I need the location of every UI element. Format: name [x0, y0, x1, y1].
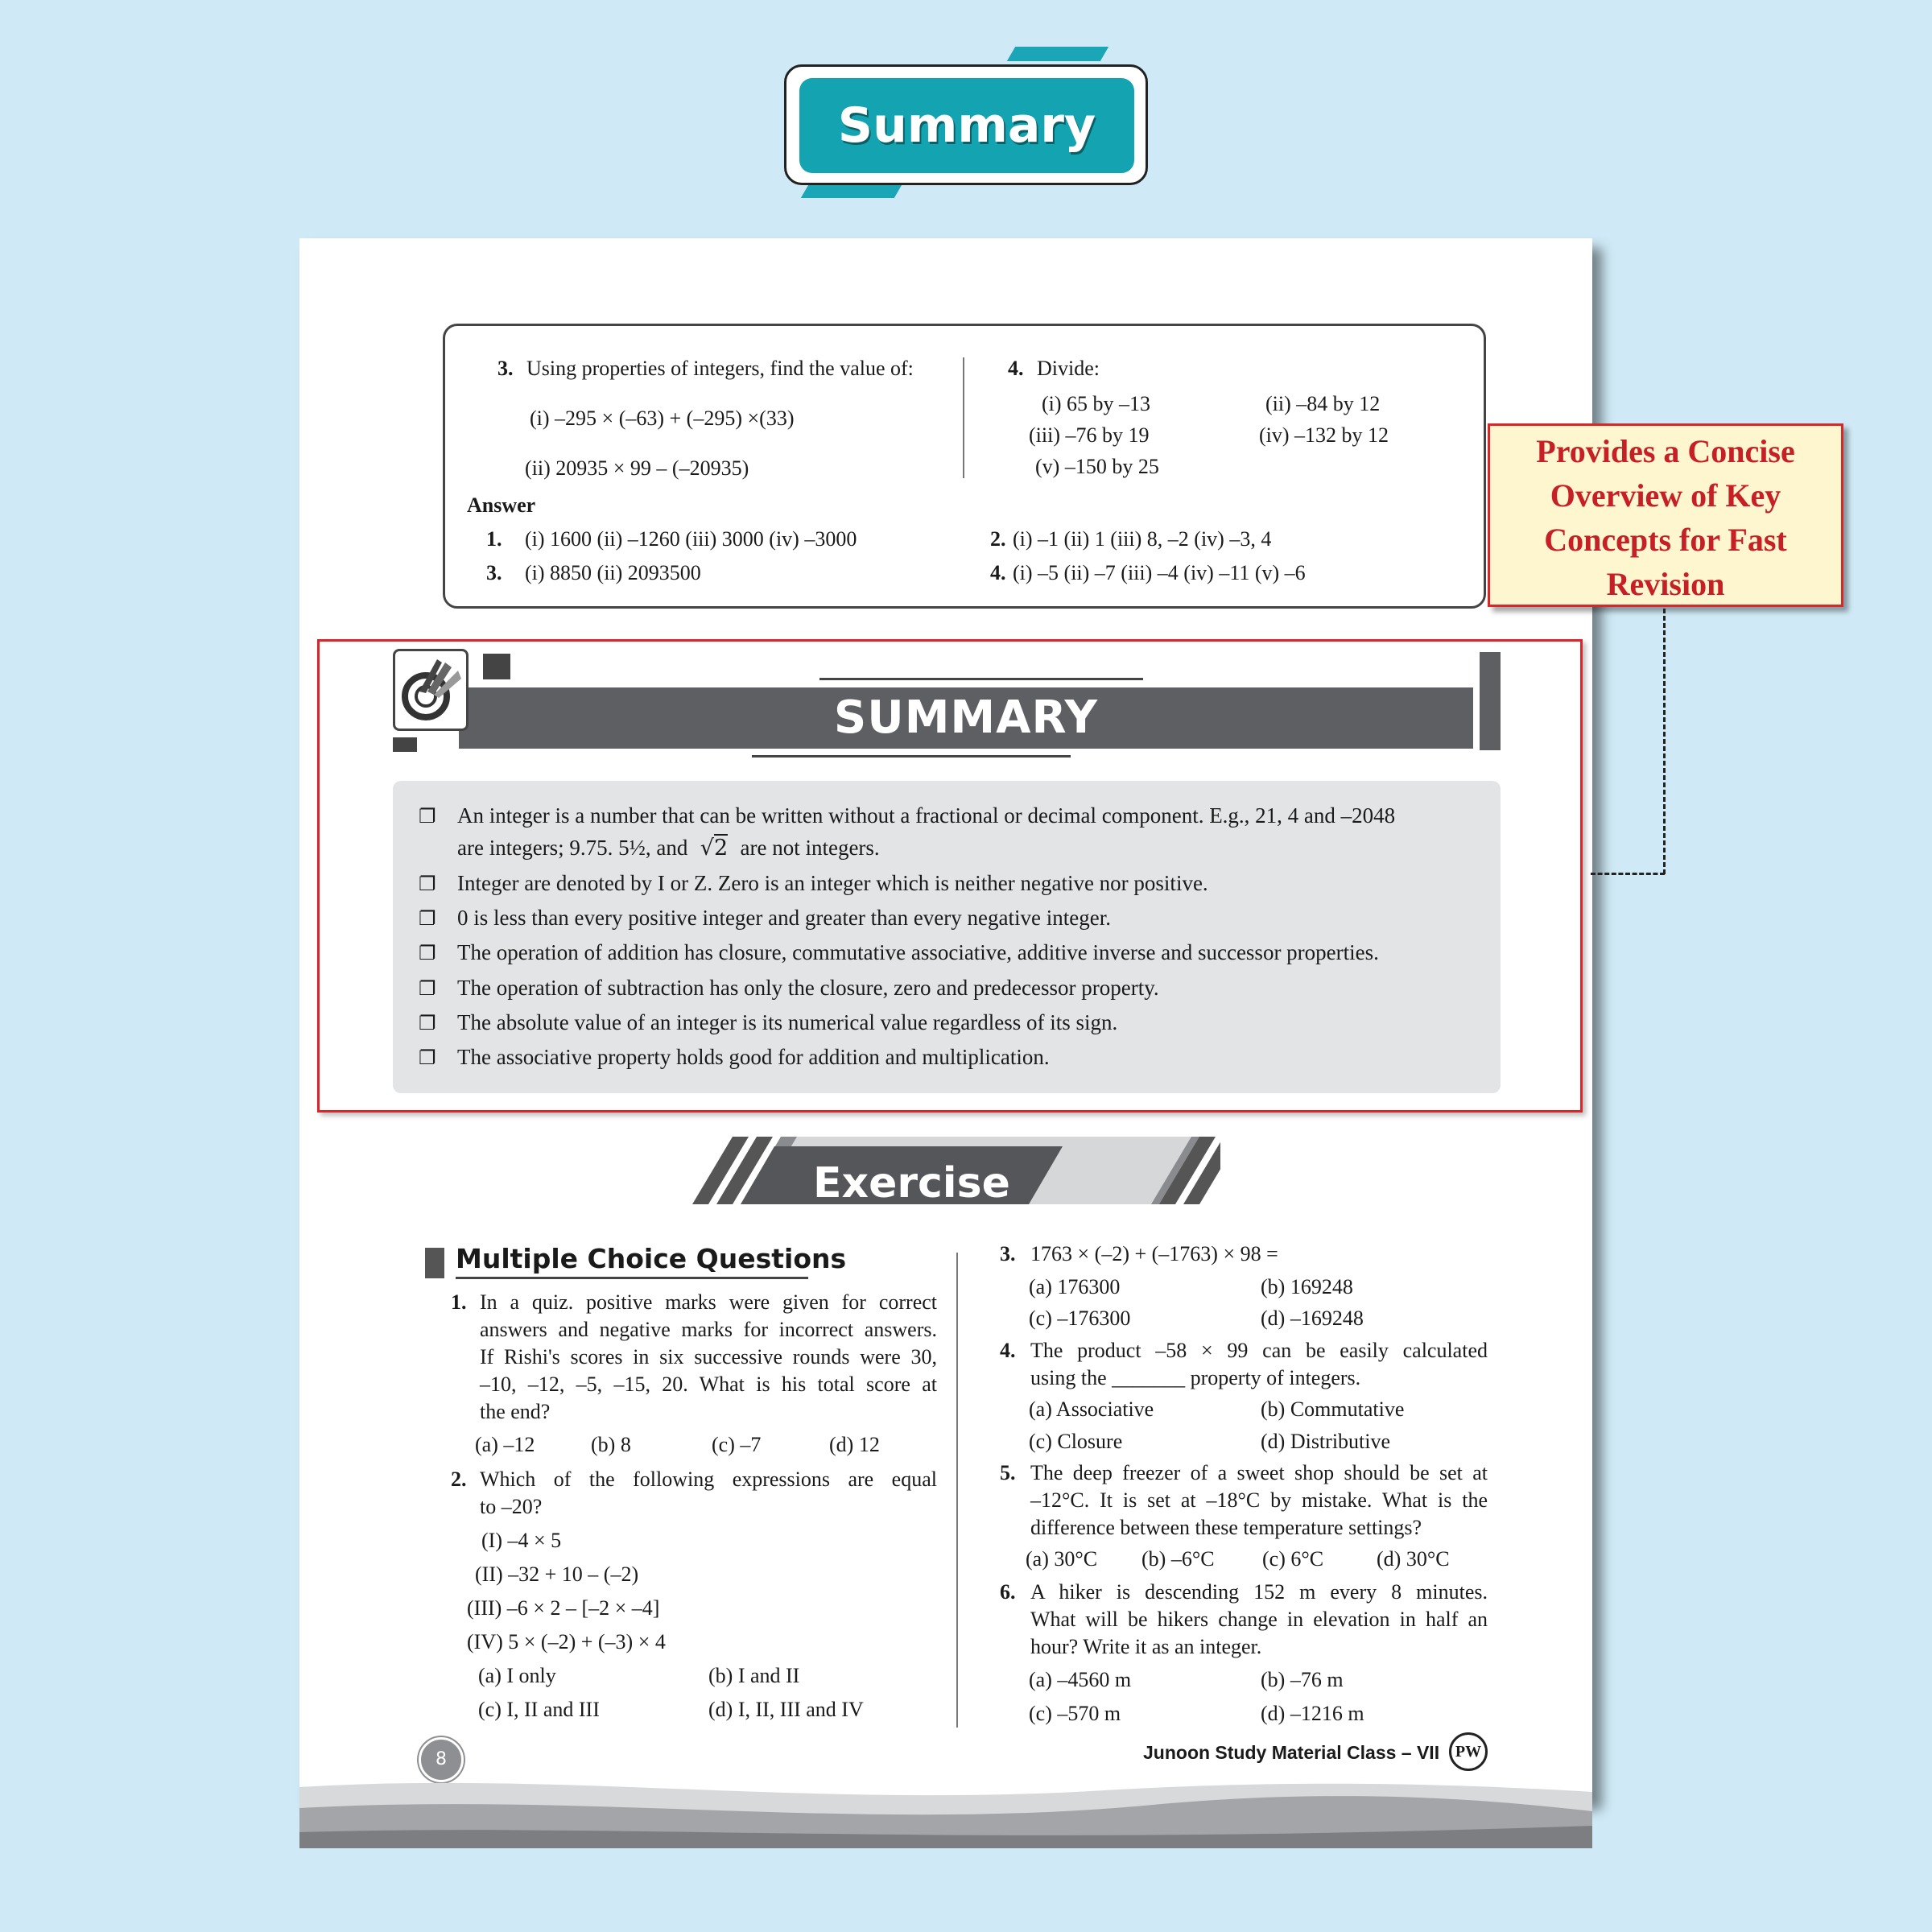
summary-item: ❐ An integer is a number that can be written without a fractional or decimal component. E.g., 21, 4 and –2048: [419, 803, 1396, 828]
checkbox-icon: ❐: [419, 1046, 436, 1069]
q3-line: 1763 × (–2) + (–1763) × 98 =: [1030, 1242, 1278, 1265]
q5-number: 5.: [1000, 1461, 1016, 1484]
callout-box: [1488, 423, 1843, 607]
badge-frame: [784, 64, 1148, 185]
q4-part-3: (iii) –76 by 19: [1029, 423, 1150, 447]
q1-line: the end?: [480, 1400, 551, 1423]
q3-option-b: (b) 169248: [1261, 1275, 1353, 1298]
callout-line-3: Concepts for Fast: [1544, 522, 1787, 558]
q4-option-b: (b) Commutative: [1261, 1397, 1405, 1421]
q1-line: If Rishi's scores in six successive rounds were 30,: [480, 1345, 937, 1368]
q4-text: Divide:: [1037, 357, 1100, 380]
q2-option-b: (b) I and II: [708, 1664, 800, 1687]
q2-number: 2.: [451, 1468, 467, 1491]
q6-option-d: (d) –1216 m: [1261, 1702, 1364, 1725]
badge-label: Summary: [799, 78, 1134, 173]
q3-option-d: (d) –169248: [1261, 1307, 1364, 1330]
checkbox-icon: ❐: [419, 873, 436, 895]
summary-item: ❐ 0 is less than every positive integer and greater than every negative integer.: [419, 906, 1111, 930]
q4-part-5: (v) –150 by 25: [1035, 455, 1159, 478]
q4-line: The product –58 × 99 can be easily calculated: [1030, 1339, 1488, 1362]
callout-line-4: Revision: [1606, 566, 1725, 602]
answer-2: (i) –1 (ii) 1 (iii) 8, –2 (iv) –3, 4: [1013, 527, 1272, 551]
q2-option-c: (c) I, II and III: [478, 1698, 600, 1721]
q4-part-1: (i) 65 by –13: [1042, 392, 1151, 415]
q2-option-d: (d) I, II, III and IV: [708, 1698, 864, 1721]
summary-title: SUMMARY: [833, 691, 1099, 744]
checkbox-icon: ❐: [419, 907, 436, 930]
page-number: 8: [419, 1737, 464, 1782]
q1-option-c: (c) –7: [712, 1433, 762, 1456]
q6-line: What will be hikers change in elevation in half an: [1030, 1608, 1488, 1631]
q3-number: 3.: [1000, 1242, 1016, 1265]
q6-number: 6.: [1000, 1580, 1016, 1604]
callout-line-2: Overview of Key: [1550, 477, 1781, 514]
q5-line: The deep freezer of a sweet shop should be set at: [1030, 1461, 1488, 1484]
checkbox-icon: ❐: [419, 977, 436, 1000]
callout-connector-horizontal: [1591, 873, 1665, 875]
summary-item-part: are not integers.: [740, 836, 880, 860]
q5-option-b: (b) –6°C: [1141, 1547, 1215, 1571]
q1-line: In a quiz. positive marks were given for correct: [480, 1290, 937, 1314]
summary-item: ❐ Integer are denoted by I or Z. Zero is an integer which is neither negative nor positive.: [419, 871, 1208, 895]
q2-expression: (IV) 5 × (–2) + (–3) × 4: [467, 1630, 666, 1653]
q5-option-a: (a) 30°C: [1026, 1547, 1098, 1571]
footer-title: Junoon Study Material Class – VII: [1143, 1742, 1440, 1763]
q3-part-1: (i) –295 × (–63) + (–295) ×(33): [530, 407, 795, 430]
answer-1: (i) 1600 (ii) –1260 (iii) 3000 (iv) –3000: [525, 527, 857, 551]
checkbox-icon: ❐: [419, 805, 436, 828]
badge-strip-top: [1007, 47, 1108, 61]
summary-deco-block: [393, 737, 417, 752]
summary-item: ❐ The operation of subtraction has only the closure, zero and predecessor property.: [419, 976, 1159, 1000]
q3-text: Using properties of integers, find the value of:: [526, 357, 914, 380]
q4-option-c: (c) Closure: [1029, 1430, 1123, 1453]
q5-option-d: (d) 30°C: [1377, 1547, 1450, 1571]
mcq-heading: Multiple Choice Questions: [456, 1243, 847, 1274]
question-box-divider: [963, 357, 964, 478]
q6-line: hour? Write it as an integer.: [1030, 1635, 1262, 1658]
q4-part-4: (iv) –132 by 12: [1259, 423, 1389, 447]
exercise-title: Exercise: [813, 1159, 1010, 1208]
summary-emblem-icon: [393, 649, 469, 731]
q4-number: 4.: [1008, 357, 1024, 380]
summary-bar-end: [1480, 652, 1501, 750]
q4-number: 4.: [1000, 1339, 1016, 1362]
q1-line: answers and negative marks for incorrect answers.: [480, 1318, 937, 1341]
q4-part-2: (ii) –84 by 12: [1265, 392, 1381, 415]
q6-line: A hiker is descending 152 m every 8 minutes.: [1030, 1580, 1488, 1604]
q4-option-d: (d) Distributive: [1261, 1430, 1391, 1453]
answer-2-num: 2.: [990, 527, 1006, 551]
summary-item: ❐ The associative property holds good for addition and multiplication.: [419, 1045, 1050, 1069]
q3-option-c: (c) –176300: [1029, 1307, 1131, 1330]
badge-strip-bottom: [801, 184, 902, 198]
q3-option-a: (a) 176300: [1029, 1275, 1121, 1298]
q3-number: 3.: [497, 357, 514, 380]
q2-expression: (I) –4 × 5: [481, 1529, 562, 1552]
q5-option-c: (c) 6°C: [1262, 1547, 1324, 1571]
summary-item: ❐ The absolute value of an integer is its numerical value regardless of its sign.: [419, 1010, 1118, 1034]
summary-item: ❐ The operation of addition has closure, commutative associative, additive inverse and successor properties.: [419, 940, 1379, 964]
pw-logo-icon: PW: [1449, 1732, 1488, 1771]
q2-expression: (II) –32 + 10 – (–2): [475, 1563, 639, 1586]
answer-1-num: 1.: [486, 527, 502, 551]
answer-4-num: 4.: [990, 561, 1006, 584]
column-divider: [956, 1253, 958, 1728]
answer-3: (i) 8850 (ii) 2093500: [525, 561, 701, 584]
summary-item-part: are integers; 9.75. 5½, and: [457, 836, 688, 860]
answer-4: (i) –5 (ii) –7 (iii) –4 (iv) –11 (v) –6: [1013, 561, 1306, 584]
q1-option-a: (a) –12: [475, 1433, 535, 1456]
q2-line: to –20?: [480, 1495, 543, 1518]
q1-number: 1.: [451, 1290, 467, 1314]
q5-line: difference between these temperature settings?: [1030, 1516, 1422, 1539]
summary-badge: [781, 64, 1151, 189]
q6-option-a: (a) –4560 m: [1029, 1668, 1132, 1691]
q3-part-2: (ii) 20935 × 99 – (–20935): [525, 456, 749, 480]
q1-option-d: (d) 12: [829, 1433, 880, 1456]
checkbox-icon: ❐: [419, 942, 436, 964]
summary-deco-square: [483, 654, 510, 679]
q1-option-b: (b) 8: [591, 1433, 631, 1456]
callout-connector-vertical: [1663, 609, 1666, 874]
callout-line-1: Provides a Concise: [1536, 433, 1795, 469]
q6-option-c: (c) –570 m: [1029, 1702, 1121, 1725]
footer-wave: [299, 1776, 1592, 1848]
mcq-heading-underline: [456, 1277, 808, 1279]
q6-option-b: (b) –76 m: [1261, 1668, 1344, 1691]
sqrt-radicand: 2: [713, 836, 729, 861]
q2-line: Which of the following expressions are equal: [480, 1468, 937, 1491]
q2-option-a: (a) I only: [478, 1664, 556, 1687]
q4-line: using the _______ property of integers.: [1030, 1366, 1361, 1389]
sqrt-icon: √2: [693, 836, 729, 861]
summary-rule-top: [819, 678, 1143, 680]
q5-line: –12°C. It is set at –18°C by mistake. What is the: [1030, 1488, 1488, 1512]
answer-3-num: 3.: [486, 561, 502, 584]
q2-expression: (III) –6 × 2 – [–2 × –4]: [467, 1596, 660, 1620]
checkbox-icon: ❐: [419, 1012, 436, 1034]
summary-rule-bottom: [752, 755, 1071, 758]
mcq-heading-marker: [425, 1248, 444, 1278]
answer-heading: Answer: [467, 493, 536, 517]
q1-line: –10, –12, –5, –15, 20. What is his total score at: [480, 1373, 937, 1396]
q4-option-a: (a) Associative: [1029, 1397, 1154, 1421]
